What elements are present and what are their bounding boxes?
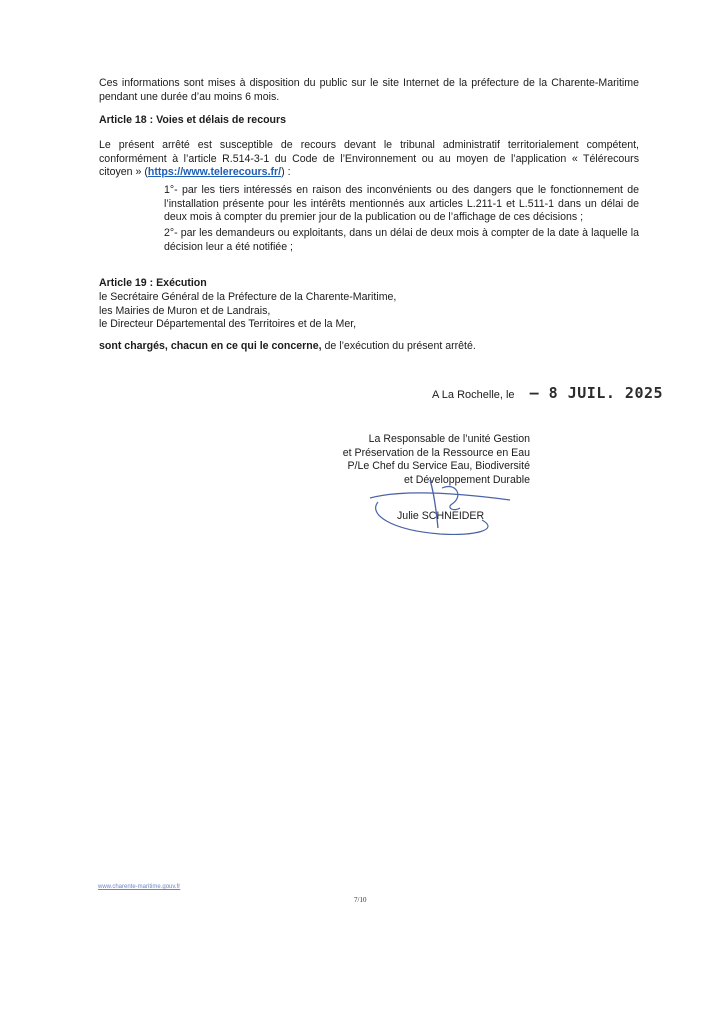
article-18-text: Le présent arrêté est susceptible de recours devant le tribunal administratif territorialement compétent, conformément à l’article R.514-3-1 du Code de l’Environnement ou au moyen de l’application « Télérecours citoyen » (: [99, 139, 639, 179]
handwritten-signature: [360, 478, 520, 538]
article-18-heading: Article 18 : Voies et délais de recours: [99, 114, 287, 126]
article-19-closing: [99, 340, 476, 354]
closing-bold: sont chargés, chacun en ce qui le concerne,: [99, 340, 322, 352]
signatory-name: Julie SCHNEIDER: [397, 510, 485, 522]
date-stamp: – 8 JUIL. 2025: [529, 384, 664, 402]
article-18-item-1: 1°- par les tiers intéressés en raison des inconvénients ou des dangers que le fonctionnement de l’installation présente pour les intérêts mentionnés aux articles L.211-1 et L.511-1 dans un délai de deux mois à compter du premier jour de la publication ou de l’affichage de ces décisions ;: [164, 184, 639, 224]
telerecours-link[interactable]: https://www.telerecours.fr/: [147, 166, 282, 179]
article-19-line-2: les Mairies de Muron et de Landrais,: [99, 305, 271, 317]
page-number: 7/10: [354, 896, 367, 904]
signatory-line-3: P/Le Chef du Service Eau, Biodiversité: [347, 460, 530, 473]
signatory-line-4: et Développement Durable: [403, 473, 530, 486]
footer-url-link[interactable]: www.charente-maritime.gouv.fr: [98, 884, 181, 890]
article-18-paragraph: [99, 139, 639, 180]
article-19-line-1: le Secrétaire Général de la Préfecture de la Charente-Maritime,: [99, 291, 397, 303]
intro-paragraph: Ces informations sont mises à disposition du public sur le site Internet de la préfecture de la Charente-Maritime pendant une durée d’au moins 6 mois.: [99, 77, 639, 103]
signatory-line-1: La Responsable de l’unité Gestion: [368, 433, 530, 445]
closing-rest: de l’exécution du présent arrêté.: [321, 340, 476, 352]
article-19-line-3: le Directeur Départemental des Territoires et de la Mer,: [99, 318, 357, 330]
date-place: A La Rochelle, le: [432, 389, 515, 401]
date-line: [432, 384, 663, 402]
signatory-line-2: et Préservation de la Ressource en Eau: [342, 446, 530, 459]
article-19-heading: Article 19 : Exécution: [99, 277, 207, 289]
article-18-item-2: 2°- par les demandeurs ou exploitants, dans un délai de deux mois à compter de la date à laquelle la décision leur a été notifiée ;: [164, 227, 639, 253]
article-18-text-end: ) :: [281, 166, 291, 179]
